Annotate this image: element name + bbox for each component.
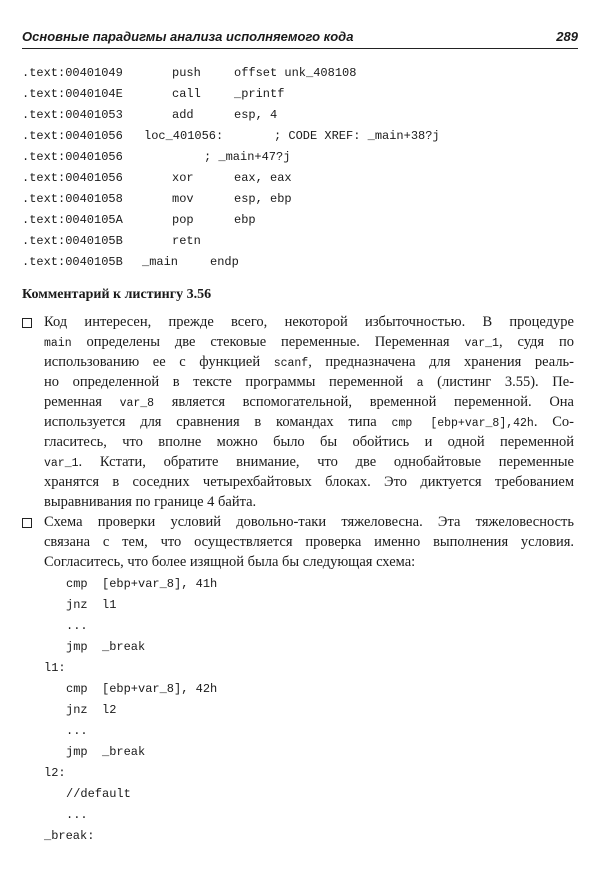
code-line [44, 766, 73, 784]
asm-operand: _printf [234, 87, 285, 101]
inline-text: , предназначена для хранения реаль- [308, 354, 574, 370]
code-ellipsis: ... [66, 808, 88, 822]
inline-text: . Со- [533, 414, 575, 430]
inline-code: scanf [273, 357, 309, 370]
inline-code: cmp [ebp+var_8],42h [391, 417, 534, 430]
code-label: l2: [44, 766, 66, 780]
inline-text: использованию ее с функцией [44, 354, 274, 370]
asm-comment: ; _main+47?j [204, 150, 291, 164]
asm-line [22, 213, 256, 229]
asm-opcode: push [172, 66, 201, 80]
asm-address: .text:00401058 [22, 192, 123, 206]
text-line: выравнивания по границе 4 байта. [44, 494, 257, 510]
code-opcode: jmp [66, 640, 88, 654]
text-line [44, 372, 574, 392]
running-title: Основные парадигмы анализа исполняемого кода [22, 29, 354, 44]
text-line [44, 452, 574, 472]
code-operand: [ebp+var_8], 42h [102, 682, 218, 696]
code-line [66, 577, 218, 595]
code-ellipsis: ... [66, 619, 88, 633]
code-operand: _break [102, 640, 146, 654]
inline-text: является вспомогательной, временной переменной. Она [154, 394, 574, 410]
text-line: гласитесь, что вполне можно было бы обойтись и одной переменной [44, 434, 574, 450]
bullet-square-icon [22, 518, 32, 528]
text-line: хранятся в соседних четырехбайтовых блоках. Это диктуется требованием [44, 474, 574, 490]
asm-operand: eax, eax [234, 171, 292, 185]
inline-text: но определенной в тексте программы переменной [44, 374, 417, 390]
inline-text: ременная [44, 394, 120, 410]
asm-line [22, 108, 278, 124]
code-line [66, 619, 95, 637]
asm-address: .text:0040105A [22, 213, 123, 227]
asm-address: .text:0040105B [22, 255, 123, 269]
code-line [44, 661, 73, 679]
code-line [66, 745, 146, 763]
text-line: Согласитесь, что более изящной была бы следующая схема: [44, 554, 416, 570]
asm-line [22, 192, 292, 208]
code-line [66, 808, 95, 826]
asm-address: .text:00401056 [22, 171, 123, 185]
code-opcode: jnz [66, 598, 88, 612]
code-comment: //default [66, 787, 131, 801]
code-operand: l2 [102, 703, 117, 717]
asm-opcode: call [172, 87, 201, 101]
code-opcode: cmp [66, 682, 88, 696]
asm-line [22, 234, 201, 250]
inline-code: var_8 [119, 397, 155, 410]
text-line [44, 392, 574, 412]
asm-address: .text:00401053 [22, 108, 123, 122]
inline-text: . Кстати, обратите внимание, что две однобайтовые переменные [78, 454, 574, 470]
text-line: Схема проверки условий довольно-таки тяжеловесна. Эта тяжеловесность [44, 514, 574, 530]
inline-code: main [44, 337, 72, 350]
page-number: 289 [556, 29, 578, 44]
asm-opcode: mov [172, 192, 194, 206]
asm-line [22, 255, 239, 271]
code-opcode: jmp [66, 745, 88, 759]
inline-code: a [416, 377, 424, 390]
code-line [66, 724, 95, 742]
page-header [22, 24, 578, 49]
code-line [44, 829, 95, 847]
asm-opcode: pop [172, 213, 194, 227]
inline-text: используется для сравнения в командах типа [44, 414, 392, 430]
code-ellipsis: ... [66, 724, 88, 738]
asm-line [22, 66, 357, 82]
asm-address: .text:00401049 [22, 66, 123, 80]
text-line [44, 352, 574, 372]
asm-address: .text:0040105B [22, 234, 123, 248]
text-line: связана с тем, что осуществляется проверка именно выполнения условия. [44, 534, 574, 550]
asm-comment: ; CODE XREF: _main+38?j [274, 129, 440, 143]
asm-operand: ebp [234, 213, 256, 227]
asm-address: .text:0040104E [22, 87, 123, 101]
code-line [66, 787, 131, 805]
inline-text: (листинг 3.55). Пе- [423, 374, 574, 390]
code-line [66, 640, 146, 658]
asm-opcode: retn [172, 234, 201, 248]
section-heading: Комментарий к листингу 3.56 [22, 287, 212, 302]
code-operand: [ebp+var_8], 41h [102, 577, 218, 591]
asm-opcode: xor [172, 171, 194, 185]
inline-code: var_1 [44, 457, 79, 470]
asm-operand: offset unk_408108 [234, 66, 357, 80]
asm-address: .text:00401056 [22, 150, 123, 164]
code-label: l1: [44, 661, 66, 675]
code-operand: l1 [102, 598, 117, 612]
asm-label: _main [142, 255, 179, 269]
code-line [66, 598, 117, 616]
asm-opcode: endp [210, 255, 239, 269]
text-line [44, 332, 574, 352]
code-opcode: cmp [66, 577, 88, 591]
code-label: _break: [44, 829, 95, 843]
asm-label: loc_401056: [144, 129, 224, 143]
text-line [44, 412, 574, 432]
asm-line [22, 87, 285, 103]
text-line: Код интересен, прежде всего, некоторой избыточностью. В процедуре [44, 314, 574, 330]
asm-address: .text:00401056 [22, 129, 123, 143]
asm-line [22, 129, 440, 145]
asm-operand: esp, ebp [234, 192, 292, 206]
inline-code: var_1 [464, 337, 499, 350]
inline-text: определены две стековые переменные. Переменная [71, 334, 465, 350]
code-operand: _break [102, 745, 146, 759]
asm-operand: esp, 4 [234, 108, 278, 122]
asm-line [22, 150, 291, 166]
inline-text: , судя по [498, 334, 574, 350]
code-opcode: jnz [66, 703, 88, 717]
code-line [66, 682, 218, 700]
asm-opcode: add [172, 108, 194, 122]
bullet-square-icon [22, 318, 32, 328]
code-line [66, 703, 117, 721]
asm-line [22, 171, 292, 187]
